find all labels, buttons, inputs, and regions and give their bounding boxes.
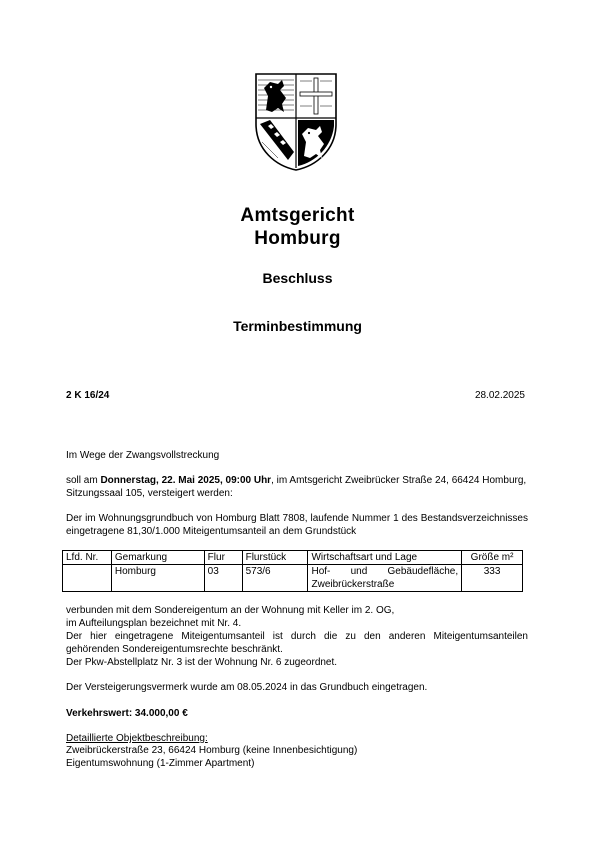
- description-line-2: Eigentumswohnung (1-Zimmer Apartment): [66, 758, 255, 769]
- cell-parcel-area: 03: [204, 565, 242, 592]
- cell-size: 333: [462, 565, 523, 592]
- property-description: Der im Wohnungsgrundbuch von Homburg Blatt 7808, laufende Nummer 1 des Bestandsverzeichnisses eingetragene 81,30/1.000 Miteigentumsanteil an dem Grundstück: [66, 513, 528, 537]
- header-parcel-area: Flur: [204, 551, 242, 565]
- ownership-line-2: im Aufteilungsplan bezeichnet mit Nr. 4.: [66, 618, 242, 629]
- ownership-line-1: verbunden mit dem Sondereigentum an der Wohnung mit Keller im 2. OG,: [66, 605, 395, 616]
- intro-text: Im Wege der Zwangsvollstreckung: [66, 450, 220, 461]
- property-table: [62, 550, 523, 592]
- schedule-location: , im Amtsgericht Zweibrücker Straße 24, 66424 Homburg, Sitzungssaal 105, versteigert werden:: [66, 475, 527, 499]
- schedule-paragraph: [66, 474, 528, 500]
- case-number: 2 K 16/24: [66, 390, 110, 401]
- document-subtitle: Terminbestimmung: [233, 318, 362, 334]
- coat-of-arms-icon: [254, 72, 338, 172]
- court-name: [0, 204, 595, 250]
- court-name-line-1: Amtsgericht: [240, 205, 355, 226]
- usage-line-2: Zweibrückerstraße: [311, 579, 395, 590]
- header-number: Lfd. Nr.: [63, 551, 112, 565]
- auction-date: Donnerstag, 22. Mai 2025, 09:00 Uhr: [100, 475, 272, 486]
- cell-district: Homburg: [111, 565, 204, 592]
- document-date: 28.02.2025: [474, 390, 525, 401]
- description-line-1: Zweibrückerstraße 23, 66424 Homburg (keine Innenbesichtigung): [66, 745, 358, 756]
- cell-usage: [308, 565, 462, 592]
- usage-line-1: Hof- und Gebäudefläche,: [311, 566, 459, 577]
- ownership-restriction: Der hier eingetragene Miteigentumsanteil ist durch die zu den anderen Miteigentumsanteilen gehörenden Sondereigentumsrechte beschränkt.: [66, 631, 528, 655]
- description-heading: Detaillierte Objektbeschreibung:: [66, 733, 208, 744]
- table-header-row: [63, 551, 523, 565]
- header-parcel: Flurstück: [242, 551, 308, 565]
- header-size: Größe m²: [462, 551, 523, 565]
- cell-parcel: 573/6: [242, 565, 308, 592]
- parking-note: Der Pkw-Abstellplatz Nr. 3 ist der Wohnung Nr. 6 zugeordnet.: [66, 657, 338, 668]
- header-district: Gemarkung: [111, 551, 204, 565]
- schedule-prefix: soll am: [66, 475, 101, 486]
- market-value: Verkehrswert: 34.000,00 €: [66, 708, 188, 719]
- header-usage: Wirtschaftsart und Lage: [308, 551, 462, 565]
- cell-number: [63, 565, 112, 592]
- court-name-line-2: Homburg: [254, 228, 341, 249]
- table-row: [63, 565, 523, 592]
- document-type: Beschluss: [262, 270, 333, 286]
- registration-note: Der Versteigerungsvermerk wurde am 08.05.2024 in das Grundbuch eingetragen.: [66, 682, 428, 693]
